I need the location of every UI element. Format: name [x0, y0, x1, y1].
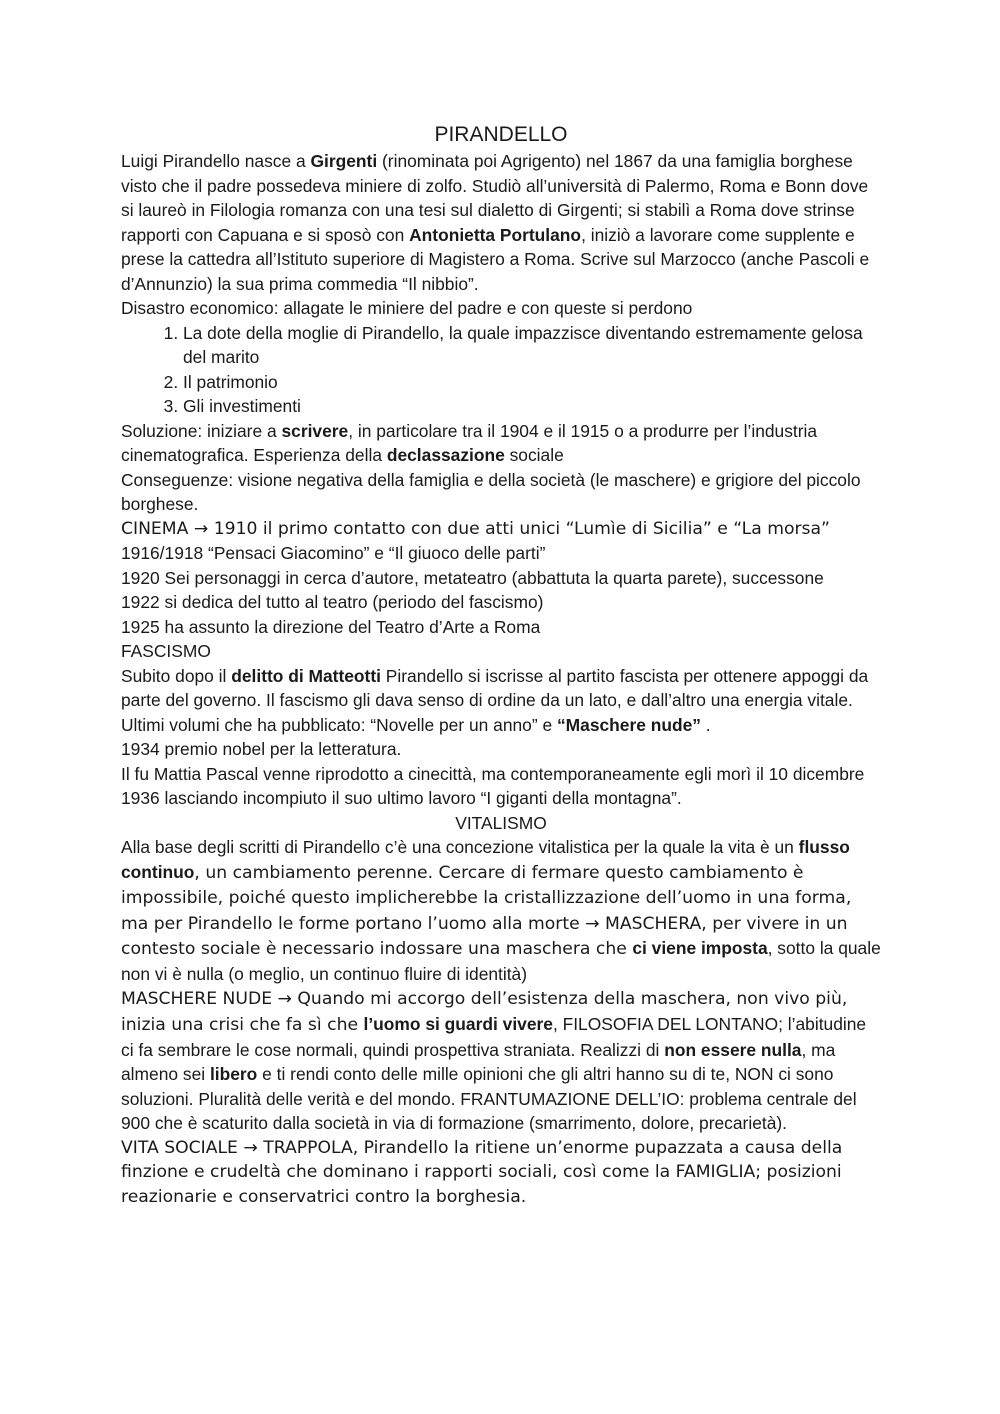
text-run: , sotto la quale non vi è nulla (o meglio, un continuo fluire di identità) [121, 938, 881, 984]
vitalismo-heading: VITALISMO [455, 812, 547, 833]
page-title: PIRANDELLO [434, 123, 568, 146]
bold-text: declassazione [386, 445, 505, 465]
text-run: , ma almeno sei [121, 1039, 836, 1085]
bold-text: Antonietta Portulano [409, 224, 582, 245]
timeline-entry: 1925 ha assunto la direzione del Teatro d’Arte a Roma [121, 616, 541, 637]
text-run: Pirandello si iscrisse al partito fascista per ottenere appoggi da parte del governo. Il fascismo gli dava senso di ordine da un lato, e dall’altro una energia vitale. Ultimi volumi che ha pubblicato: “Novelle per un anno” e [121, 665, 869, 735]
bold-text: “Maschere nude” [556, 714, 701, 735]
vita-sociale-paragraph: VITA SOCIALE → TRAPPOLA, Pirandello la ritiene un’enorme pupazzata a causa della finzione e crudeltà che dominano i rapporti sociali, così come la FAMIGLIA; posizioni reazionarie e conservatrici contro la borghesia. [121, 1137, 843, 1207]
bold-text: l’uomo si guardi vivere [363, 1014, 553, 1035]
text-run: Subito dopo il [121, 665, 232, 686]
timeline-entry: 1922 si dedica del tutto al teatro (periodo del fascismo) [121, 592, 544, 613]
mattia-paragraph: Il fu Mattia Pascal venne riprodotto a cinecittà, ma contemporaneamente egli morì il 10 dicembre 1936 lasciando incompiuto il suo ultimo lavoro “I giganti della montagna”. [121, 763, 865, 809]
text-run: . [700, 714, 711, 735]
intro-paragraph [121, 149, 881, 296]
disaster-paragraph: Disastro economico: allagate le miniere del padre e con queste si perdono [121, 298, 693, 318]
bold-text: non essere nulla [664, 1039, 802, 1060]
bold-text: delitto di Matteotti [231, 665, 381, 686]
fascismo-heading: FASCISMO [121, 641, 211, 662]
document-page [121, 122, 881, 1209]
bold-text: libero [209, 1064, 258, 1085]
nobel-paragraph: 1934 premio nobel per la letteratura. [121, 739, 402, 760]
timeline-entry: 1916/1918 “Pensaci Giacomino” e “Il giuoco delle parti” [121, 543, 546, 564]
text-run: , FILOSOFIA DEL LONTANO; l’abitudine ci fa sembrare le cose normali, quindi prospettiva straniata. Realizzi di [121, 1014, 867, 1060]
solution-paragraph [121, 419, 881, 468]
list-item: 3. Gli investimenti [183, 394, 881, 419]
text-run: , un cambiamento perenne. Cercare di fermare questo cambiamento è impossibile, poiché questo implicherebbe la cristallizzazione dell’uomo in una forma, ma per Pirandello le forme portano l’uomo alla morte → MASCHERA, per vivere in un contesto sociale è necessario indossare una maschera che [121, 862, 852, 960]
list-item: 2. Il patrimonio [183, 370, 881, 395]
text-run: Luigi Pirandello nasce a [121, 151, 311, 171]
list-item: 1. La dote della moglie di Pirandello, la quale impazzisce diventando estremamente gelosa del marito [183, 321, 881, 370]
text-run: MASCHERE NUDE → Quando mi accorgo dell’esistenza della maschera, non vivo più, inizia una crisi che fa sì che [121, 989, 848, 1036]
bold-text: ci viene imposta [632, 938, 768, 959]
text-run: e ti rendi conto delle mille opinioni che gli altri hanno su di te, NON ci sono soluzioni. Pluralità delle verità e del mondo. FRANTUMAZIONE DELL’IO: problema centrale del 900 che è scaturito dalla società in via di formazione (smarrimento, dolore, precarietà). [121, 1064, 857, 1134]
maschere-paragraph [121, 986, 881, 1135]
text-run: , in particolare tra il 1904 e il 1915 o a produrre per l’industria cinematografica. Esperienza della [121, 420, 818, 465]
timeline-entry: 1920 Sei personaggi in cerca d’autore, metateatro (abbattuta la quarta parete), successone [121, 567, 824, 588]
text-run: Soluzione: iniziare a [121, 420, 282, 441]
text-run: , iniziò a lavorare come supplente e prese la cattedra all’Istituto superiore di Magistero a Roma. Scrive sul Marzocco (anche Pascoli e d’Annunzio) la sua prima commedia “Il nibbio”. [121, 224, 870, 294]
bold-text: flusso continuo [121, 837, 850, 882]
bold-text: Girgenti [310, 151, 378, 171]
consequences-paragraph: Conseguenze: visione negativa della famiglia e della società (le maschere) e grigiore del piccolo borghese. [121, 469, 861, 514]
vitalismo-paragraph [121, 835, 881, 986]
losses-list [121, 321, 881, 419]
cinema-paragraph: CINEMA → 1910 il primo contatto con due atti unici “Lumìe di Sicilia” e “La morsa” [121, 518, 830, 539]
fascismo-paragraph [121, 664, 881, 738]
text-run: (rinominata poi Agrigento) nel 1867 da una famiglia borghese visto che il padre possedeva miniere di zolfo. Studiò all’università di Palermo, Roma e Bonn dove si laureò in Filologia romanza con una tesi sul dialetto di Girgenti; si stabilì a Roma dove strinse rapporti con Capuana e si sposò con [121, 151, 869, 245]
bold-text: scrivere [281, 420, 349, 441]
text-run: Alla base degli scritti di Pirandello c’è una concezione vitalistica per la quale la vita è un [121, 837, 799, 858]
text-run: sociale [504, 445, 564, 465]
